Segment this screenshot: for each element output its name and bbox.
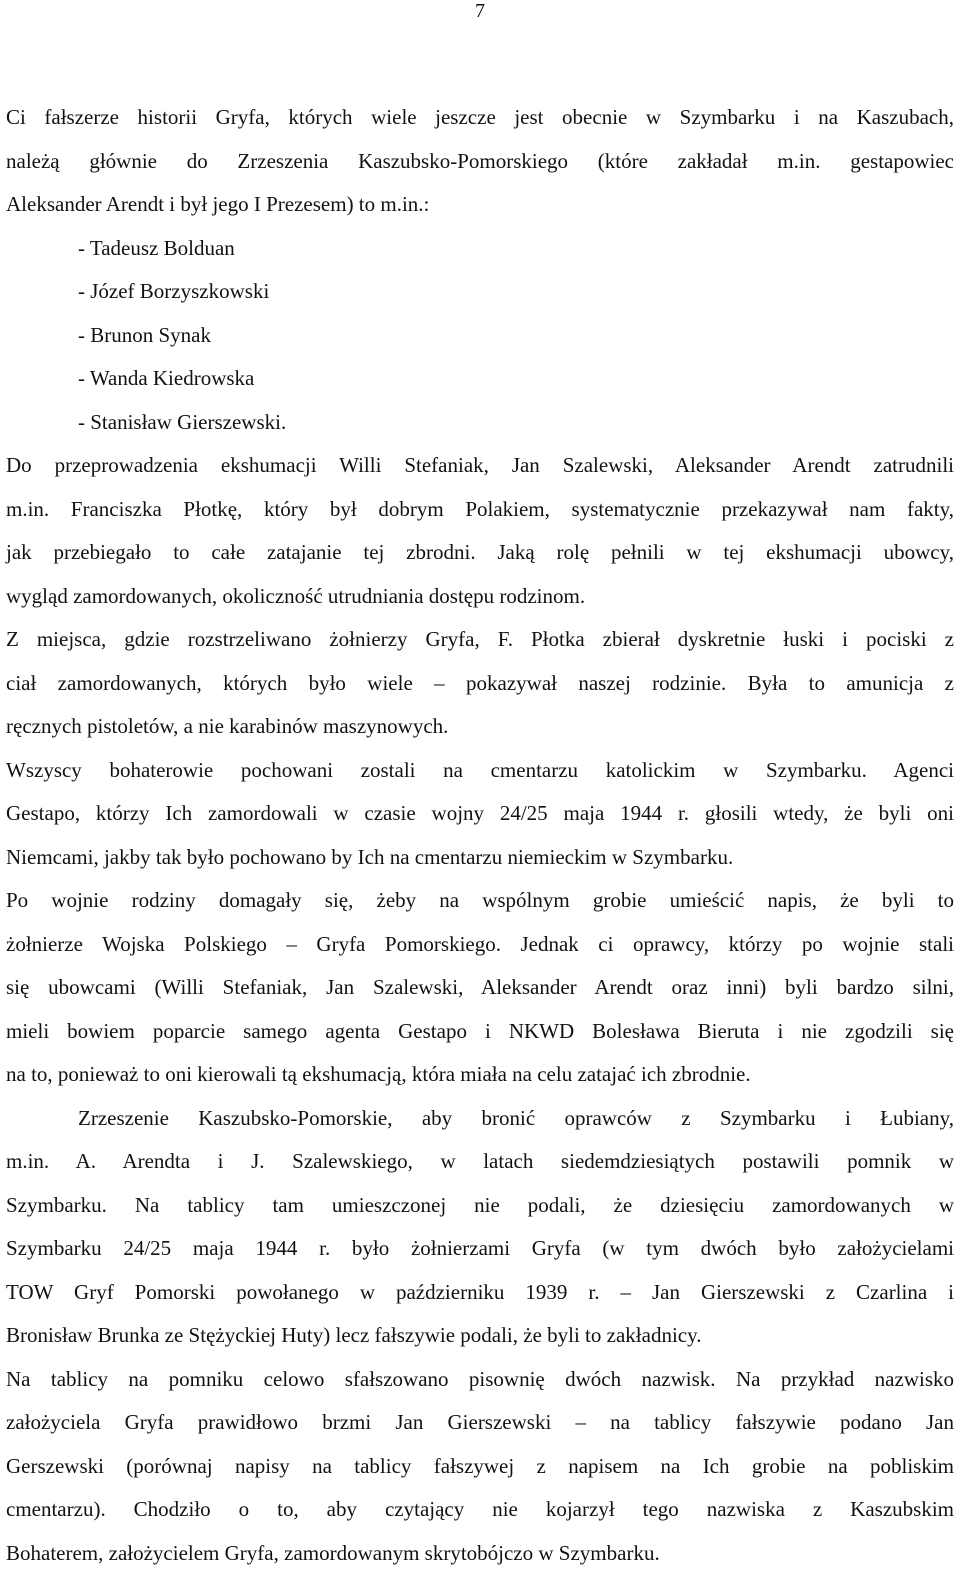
text-line: TOW Gryf Pomorski powołanego w październiku 1939 r. – Jan Gierszewski z Czarlina i: [6, 1271, 954, 1315]
list-item: - Józef Borzyszkowski: [6, 270, 954, 314]
text-line: wygląd zamordowanych, okoliczność utrudniania dostępu rodzinom.: [6, 575, 954, 619]
text-line: mieli bowiem poparcie samego agenta Gestapo i NKWD Bolesława Bieruta i nie zgodzili się: [6, 1010, 954, 1054]
text-line: jak przebiegało to całe zatajanie tej zbrodni. Jaką rolę pełnili w tej ekshumacji ubowcy,: [6, 531, 954, 575]
text-line: m.in. Franciszka Płotkę, który był dobrym Polakiem, systematycznie przekazywał nam fakty,: [6, 488, 954, 532]
text-line: na to, ponieważ to oni kierowali tą ekshumacją, która miała na celu zatajać ich zbrodnie.: [6, 1053, 954, 1097]
text-line: m.in. A. Arendta i J. Szalewskiego, w latach siedemdziesiątych postawili pomnik w: [6, 1140, 954, 1184]
text-line: Do przeprowadzenia ekshumacji Willi Stefaniak, Jan Szalewski, Aleksander Arendt zatrudnili: [6, 444, 954, 488]
text-line: należą głównie do Zrzeszenia Kaszubsko-Pomorskiego (które zakładał m.in. gestapowiec: [6, 140, 954, 184]
text-line: Po wojnie rodziny domagały się, żeby na wspólnym grobie umieścić napis, że byli to: [6, 879, 954, 923]
text-line: ręcznych pistoletów, a nie karabinów maszynowych.: [6, 705, 954, 749]
list-item: - Wanda Kiedrowska: [6, 357, 954, 401]
text-line: żołnierze Wojska Polskiego – Gryfa Pomorskiego. Jednak ci oprawcy, którzy po wojnie stali: [6, 923, 954, 967]
text-line: założyciela Gryfa prawidłowo brzmi Jan Gierszewski – na tablicy fałszywie podano Jan: [6, 1401, 954, 1445]
text-line: Gestapo, którzy Ich zamordowali w czasie wojny 24/25 maja 1944 r. głosili wtedy, że byli oni: [6, 792, 954, 836]
list-item: - Stanisław Gierszewski.: [6, 401, 954, 445]
text-line: Ci fałszerze historii Gryfa, których wiele jeszcze jest obecnie w Szymbarku i na Kaszubach,: [6, 96, 954, 140]
text-line: Na tablicy na pomniku celowo sfałszowano pisownię dwóch nazwisk. Na przykład nazwisko: [6, 1358, 954, 1402]
text-line: Aleksander Arendt i był jego I Prezesem) to m.in.:: [6, 183, 954, 227]
text-line: Z miejsca, gdzie rozstrzeliwano żołnierzy Gryfa, F. Płotka zbierał dyskretnie łuski i pociski z: [6, 618, 954, 662]
text-line: Bohaterem, założycielem Gryfa, zamordowanym skrytobójczo w Szymbarku.: [6, 1532, 954, 1575]
page-number: 7: [0, 0, 960, 22]
document-body: [6, 96, 954, 1575]
list-item: - Tadeusz Bolduan: [6, 227, 954, 271]
text-line: Bronisław Brunka ze Stężyckiej Huty) lecz fałszywie podali, że byli to zakładnicy.: [6, 1314, 954, 1358]
text-line: Szymbarku. Na tablicy tam umieszczonej nie podali, że dziesięciu zamordowanych w: [6, 1184, 954, 1228]
text-line: się ubowcami (Willi Stefaniak, Jan Szalewski, Aleksander Arendt oraz inni) byli bardzo silni,: [6, 966, 954, 1010]
text-line: Wszyscy bohaterowie pochowani zostali na cmentarzu katolickim w Szymbarku. Agenci: [6, 749, 954, 793]
text-line: Gerszewski (porównaj napisy na tablicy fałszywej z napisem na Ich grobie na pobliskim: [6, 1445, 954, 1489]
text-line: Szymbarku 24/25 maja 1944 r. było żołnierzami Gryfa (w tym dwóch było założycielami: [6, 1227, 954, 1271]
text-line: Niemcami, jakby tak było pochowano by Ich na cmentarzu niemieckim w Szymbarku.: [6, 836, 954, 880]
text-line: ciał zamordowanych, których było wiele – pokazywał naszej rodzinie. Była to amunicja z: [6, 662, 954, 706]
text-line: Zrzeszenie Kaszubsko-Pomorskie, aby bronić oprawców z Szymbarku i Łubiany,: [6, 1097, 954, 1141]
list-item: - Brunon Synak: [6, 314, 954, 358]
text-line: cmentarzu). Chodziło o to, aby czytający nie kojarzył tego nazwiska z Kaszubskim: [6, 1488, 954, 1532]
